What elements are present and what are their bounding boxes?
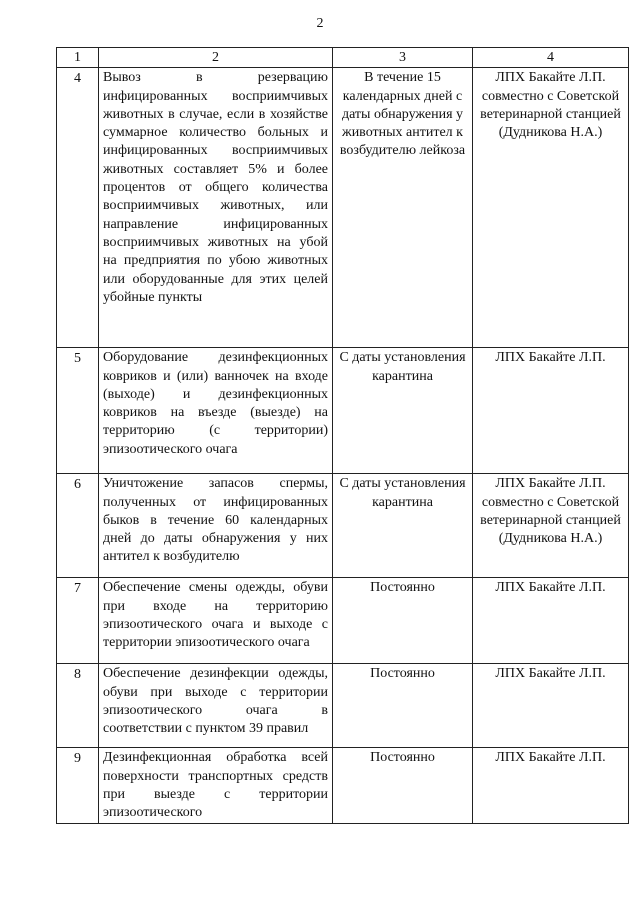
measure-responsible: ЛПХ Бакайте Л.П. (473, 748, 629, 824)
measure-description: Уничтожение запасов спермы, полученных от инфицированных быков в течение 60 календарных дней до даты обнаружения у них антител к возбудителю (99, 474, 333, 578)
measure-term: Постоянно (333, 578, 473, 664)
table-row (57, 348, 629, 474)
table-row (57, 664, 629, 748)
measure-description: Обеспечение дезинфекции одежды, обуви при выходе с территории эпизоотического очага в соответствии с пунктом 39 правил (99, 664, 333, 748)
measure-term: В течение 15 календарных дней с даты обнаружения у животных антител к возбудителю лейкоза (333, 68, 473, 348)
table-row (57, 68, 629, 348)
measure-responsible: ЛПХ Бакайте Л.П. совместно с Советской ветеринарной станцией (Дудникова Н.А.) (473, 474, 629, 578)
row-number: 6 (57, 474, 99, 578)
measure-responsible: ЛПХ Бакайте Л.П. совместно с Советской ветеринарной станцией (Дудникова Н.А.) (473, 68, 629, 348)
table-row (57, 578, 629, 664)
measure-description: Обеспечение смены одежды, обуви при входе на территорию эпизоотического очага и выходе с территории эпизоотического очага (99, 578, 333, 664)
table-row (57, 748, 629, 824)
row-number: 9 (57, 748, 99, 824)
table-header-row (57, 48, 629, 68)
measure-responsible: ЛПХ Бакайте Л.П. (473, 348, 629, 474)
measure-responsible: ЛПХ Бакайте Л.П. (473, 664, 629, 748)
row-number: 7 (57, 578, 99, 664)
header-cell-2: 2 (99, 48, 333, 68)
measure-term: Постоянно (333, 748, 473, 824)
table-row (57, 474, 629, 578)
measure-description: Оборудование дезинфекционных ковриков и (или) ванночек на входе (выходе) и дезинфекционных ковриков на въезде (выезде) на территорию (с территории) эпизоотического очага (99, 348, 333, 474)
measure-term: С даты установления карантина (333, 348, 473, 474)
header-cell-1: 1 (57, 48, 99, 68)
measure-responsible: ЛПХ Бакайте Л.П. (473, 578, 629, 664)
row-number: 4 (57, 68, 99, 348)
measure-term: Постоянно (333, 664, 473, 748)
header-cell-4: 4 (473, 48, 629, 68)
measure-term: С даты установления карантина (333, 474, 473, 578)
row-number: 5 (57, 348, 99, 474)
header-cell-3: 3 (333, 48, 473, 68)
measure-description: Дезинфекционная обработка всей поверхности транспортных средств при выезде с территории эпизоотического (99, 748, 333, 824)
measures-table (56, 47, 629, 824)
measure-description: Вывоз в резервацию инфицированных восприимчивых животных в случае, если в хозяйстве суммарное количество больных и инфицированных восприимчивых животных составляет 5% и более процентов от общего количества восприимчивых животных, или направление инфицированных восприимчивых животных на убой на предприятия по убою животных или оборудованные для этих целей убойные пункты (99, 68, 333, 348)
page-number: 2 (316, 16, 324, 31)
row-number: 8 (57, 664, 99, 748)
